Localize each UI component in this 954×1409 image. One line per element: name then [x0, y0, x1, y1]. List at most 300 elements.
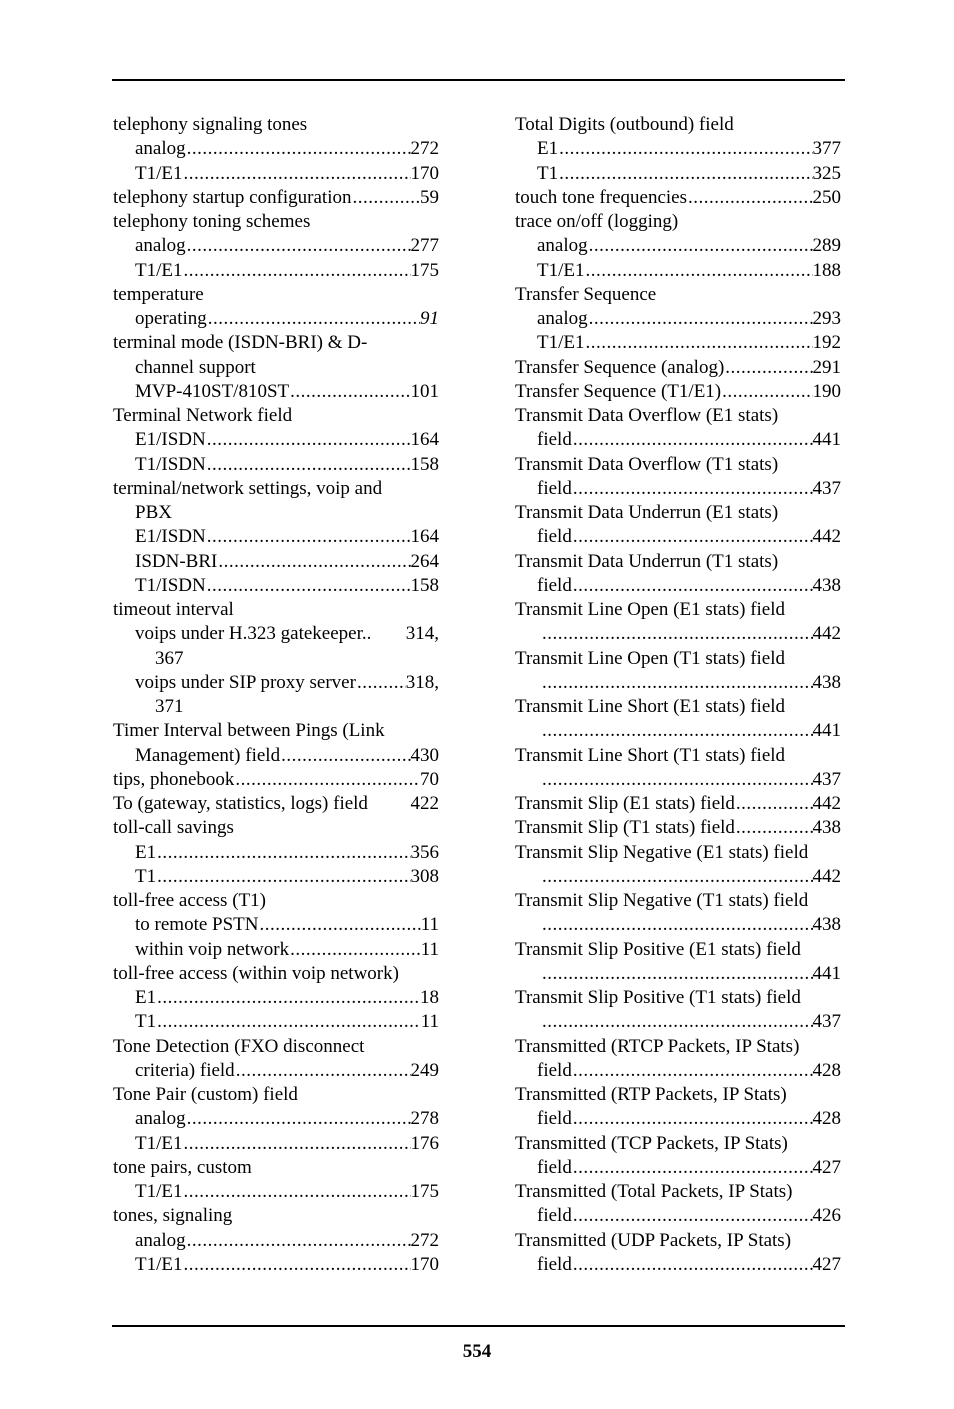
page-reference: 428 — [812, 1059, 841, 1081]
entry-term: field — [537, 477, 572, 499]
entry-term: Transmit Slip (E1 stats) field — [515, 793, 735, 814]
leader-dots — [206, 574, 411, 598]
page-reference: 426 — [812, 1205, 841, 1227]
entry-term: analog — [135, 1229, 186, 1251]
entry-term: timeout interval — [113, 599, 234, 620]
page-reference: 164 — [410, 429, 439, 451]
leader-dots — [588, 234, 813, 258]
entry-term: telephony startup configuration — [113, 186, 352, 208]
leader-dots — [541, 768, 813, 792]
leader-dots — [572, 1204, 813, 1228]
entry-term: Transmitted (RTP Packets, IP Stats) — [515, 1084, 787, 1105]
entry-term: Transmit Line Open (E1 stats) field — [515, 599, 786, 620]
index-subentry — [113, 234, 439, 258]
index-subentry — [113, 162, 439, 186]
index-entry — [113, 477, 439, 501]
entry-term: Tone Pair (custom) field — [113, 1084, 298, 1105]
entry-term: T1/E1 — [135, 1132, 183, 1154]
page-reference: 356 — [410, 841, 439, 863]
index-subentry — [515, 331, 841, 355]
page-reference: 249 — [410, 1059, 439, 1081]
entry-term: field — [537, 429, 572, 451]
entry-term: trace on/off (logging) — [515, 211, 679, 232]
entry-term: T1/E1 — [537, 332, 585, 354]
leader-dots — [572, 574, 813, 598]
entry-term: T1/E1 — [135, 1181, 183, 1202]
index-subentry — [515, 768, 841, 792]
entry-term: Transmitted (UDP Packets, IP Stats) — [515, 1229, 792, 1251]
page-reference: 11 — [420, 1011, 439, 1033]
entry-term: tips, phonebook — [113, 768, 235, 790]
entry-term: telephony signaling tones — [113, 114, 308, 135]
index-entry — [515, 113, 841, 137]
page-reference: 422 — [410, 793, 439, 814]
index-subentry — [515, 162, 841, 186]
page-reference: 11 — [420, 938, 439, 960]
leader-dots — [585, 259, 813, 283]
page-reference: 272 — [410, 138, 439, 160]
leader-dots — [721, 380, 812, 404]
index-entry — [515, 889, 841, 913]
index-entry — [113, 1035, 439, 1059]
page-reference: 438 — [812, 671, 841, 693]
page-reference: 175 — [410, 1181, 439, 1202]
entry-term: analog — [537, 308, 588, 329]
header-rule — [112, 79, 845, 81]
entry-term: terminal/network settings, voip and — [113, 477, 383, 499]
index-subentry — [515, 962, 841, 986]
page-reference: 18 — [420, 987, 439, 1008]
entry-term: E1/ISDN — [135, 429, 206, 451]
index-subentry — [515, 428, 841, 452]
entry-term: field — [537, 574, 572, 596]
index-entry — [515, 841, 841, 865]
index-subentry — [113, 986, 439, 1010]
page-reference: 442 — [812, 793, 841, 814]
leader-dots — [234, 768, 420, 792]
entry-term: telephony toning schemes — [113, 211, 311, 232]
leader-dots — [572, 1107, 813, 1131]
page-reference: 158 — [410, 453, 439, 475]
entry-term: operating — [135, 308, 207, 329]
leader-dots — [572, 1059, 813, 1083]
leader-dots — [183, 1180, 411, 1204]
page-reference: 175 — [410, 259, 439, 281]
leader-dots — [186, 1229, 411, 1253]
page-reference: 170 — [410, 1253, 439, 1275]
index-entry — [113, 1156, 439, 1180]
index-entry — [113, 719, 439, 743]
index-subentry — [515, 574, 841, 598]
leader-dots — [217, 550, 410, 574]
index-entry — [113, 962, 439, 986]
index-subentry — [515, 525, 841, 549]
leader-dots — [541, 671, 813, 695]
index-subentry — [113, 1107, 439, 1131]
leader-dots — [235, 1059, 411, 1083]
index-subentry — [515, 137, 841, 161]
page-reference: 264 — [410, 550, 439, 572]
page-reference: 176 — [410, 1132, 439, 1154]
leader-dots — [156, 841, 410, 865]
leader-dots — [186, 1107, 411, 1131]
index-entry — [113, 598, 439, 622]
index-entry — [515, 1132, 841, 1156]
leader-dots — [186, 234, 411, 258]
entry-term: to remote PSTN — [135, 914, 259, 936]
page-reference: 192 — [812, 332, 841, 354]
page-reference: 437 — [812, 1011, 841, 1033]
leader-dots — [183, 259, 411, 283]
leader-dots — [572, 525, 813, 549]
entry-term: toll-call savings — [113, 817, 234, 839]
leader-dots — [206, 453, 411, 477]
index-subentry — [515, 477, 841, 501]
footer-rule — [112, 1325, 845, 1327]
entry-term: field — [537, 1059, 572, 1081]
index-entry — [113, 186, 439, 210]
leader-dots — [356, 671, 406, 695]
index-subentry — [515, 1253, 841, 1277]
leader-dots — [724, 356, 812, 380]
leader-dots — [585, 331, 813, 355]
leader-dots — [186, 137, 411, 161]
index-entry — [113, 889, 439, 913]
index-subentry — [113, 1010, 439, 1034]
index-entry — [113, 113, 439, 137]
index-entry — [515, 283, 841, 307]
index-entry — [113, 816, 439, 840]
entry-term: ISDN-BRI — [135, 550, 218, 572]
page-reference: 70 — [420, 768, 439, 790]
leader-dots — [156, 986, 420, 1010]
page-reference: 278 — [410, 1108, 439, 1130]
entry-term: Transmit Data Overflow (E1 stats) — [515, 405, 779, 426]
page-reference: 427 — [812, 1253, 841, 1275]
index-subentry — [113, 1253, 439, 1277]
entry-term: Transmit Slip Negative (T1 stats) field — [515, 890, 809, 911]
entry-term: Transmit Line Open (T1 stats) field — [515, 647, 786, 669]
index-subentry — [515, 1059, 841, 1083]
page-reference: 277 — [410, 235, 439, 257]
leader-dots — [558, 162, 812, 186]
page-reference: 289 — [812, 235, 841, 257]
leader-dots — [572, 428, 813, 452]
index-entry — [515, 986, 841, 1010]
leader-dots — [541, 962, 813, 986]
leader-dots — [572, 1156, 813, 1180]
page-reference: 377 — [812, 138, 841, 160]
index-subentry — [113, 501, 439, 525]
index-subentry — [515, 671, 841, 695]
index-entry — [515, 550, 841, 574]
entry-term: Management) field — [135, 744, 281, 766]
index-subentry — [113, 550, 439, 574]
entry-term: Transmitted (TCP Packets, IP Stats) — [515, 1132, 788, 1154]
index-subentry — [515, 307, 841, 331]
index-subentry — [113, 259, 439, 283]
page-reference: 441 — [812, 720, 841, 742]
index-entry — [515, 186, 841, 210]
entry-term: Transfer Sequence — [515, 283, 657, 305]
index-subentry — [515, 865, 841, 889]
entry-term: E1 — [537, 138, 559, 160]
index-subentry — [113, 671, 439, 695]
entry-term: Transmit Slip (T1 stats) field — [515, 817, 735, 839]
index-entry — [515, 380, 841, 404]
index-entry — [515, 1229, 841, 1253]
entry-term: voips under H.323 gatekeeper.. — [135, 623, 372, 645]
index-subentry — [113, 695, 439, 719]
page-reference: 428 — [812, 1108, 841, 1130]
entry-term: Tone Detection (FXO disconnect — [113, 1035, 365, 1057]
entry-term: To (gateway, statistics, logs) field — [113, 793, 368, 814]
leader-dots — [588, 307, 813, 331]
entry-term: T1 — [537, 162, 559, 184]
entry-term: Transmit Slip Positive (T1 stats) field — [515, 987, 801, 1008]
page-reference: 427 — [812, 1156, 841, 1178]
index-subentry — [113, 744, 439, 768]
index-entry — [515, 598, 841, 622]
entry-term: E1/ISDN — [135, 526, 206, 548]
index-column-left — [113, 113, 439, 1277]
entry-term: within voip network — [135, 938, 290, 960]
index-subentry — [113, 525, 439, 549]
leader-dots — [289, 380, 410, 404]
index-subentry — [515, 1204, 841, 1228]
index-subentry — [515, 719, 841, 743]
index-entry — [515, 210, 841, 234]
index-subentry — [515, 1107, 841, 1131]
leader-dots — [687, 186, 813, 210]
page-reference: 11 — [420, 914, 439, 936]
entry-term: field — [537, 1253, 572, 1275]
page-reference: 158 — [410, 574, 439, 596]
entry-term: T1/E1 — [537, 259, 585, 281]
entry-term: T1 — [135, 1011, 157, 1033]
index-entry — [515, 501, 841, 525]
index-subentry — [515, 913, 841, 937]
page-reference: 190 — [812, 380, 841, 402]
entry-term: 367 — [155, 647, 184, 669]
entry-term: 371 — [155, 696, 184, 717]
index-entry — [515, 1035, 841, 1059]
index-entry — [515, 356, 841, 380]
index-subentry — [113, 574, 439, 598]
entry-term: voips under SIP proxy server — [135, 671, 356, 693]
index-entry — [113, 1204, 439, 1228]
leader-dots — [289, 938, 421, 962]
index-subentry — [113, 913, 439, 937]
page-reference: 437 — [812, 768, 841, 790]
page-reference: 325 — [812, 162, 841, 184]
entry-term: analog — [135, 235, 186, 257]
leader-dots — [541, 913, 813, 937]
entry-term: T1/E1 — [135, 259, 183, 281]
page-reference: 59 — [420, 186, 439, 208]
index-subentry — [113, 1059, 439, 1083]
page-reference: 291 — [812, 356, 841, 378]
entry-term: T1/E1 — [135, 1253, 183, 1275]
page-reference: 293 — [812, 308, 841, 329]
entry-term: tones, signaling — [113, 1205, 233, 1227]
index-entry — [515, 647, 841, 671]
index-column-right — [515, 113, 841, 1277]
leader-dots — [558, 137, 812, 161]
page-number: 554 — [462, 1341, 492, 1362]
leader-dots — [735, 792, 813, 816]
entry-term: toll-free access (within voip network) — [113, 962, 399, 984]
leader-dots — [541, 1010, 813, 1034]
page-reference: 442 — [812, 865, 841, 887]
entry-term: Transmit Data Underrun (T1 stats) — [515, 550, 779, 572]
entry-term: T1/ISDN — [135, 574, 206, 596]
entry-term: Transmit Slip Positive (E1 stats) field — [515, 938, 801, 960]
index-entry — [515, 1083, 841, 1107]
leader-dots — [156, 865, 410, 889]
leader-dots — [207, 307, 420, 331]
leader-dots — [541, 865, 813, 889]
index-subentry — [113, 622, 439, 646]
leader-dots — [156, 1010, 421, 1034]
index-entry — [515, 695, 841, 719]
entry-term: Transmitted (Total Packets, IP Stats) — [515, 1181, 793, 1202]
page-reference: 250 — [812, 186, 841, 208]
page-reference: 430 — [410, 744, 439, 766]
index-entry — [515, 404, 841, 428]
entry-term: Timer Interval between Pings (Link — [113, 720, 385, 742]
index-subentry — [515, 234, 841, 258]
index-subentry — [515, 1010, 841, 1034]
leader-dots — [572, 477, 813, 501]
page-reference: 437 — [812, 477, 841, 499]
page-reference: 438 — [812, 574, 841, 596]
entry-term: Transmit Slip Negative (E1 stats) field — [515, 841, 809, 863]
entry-term: field — [537, 1108, 572, 1130]
page-reference: 101 — [410, 380, 439, 402]
index-entry — [515, 1180, 841, 1204]
entry-term: channel support — [135, 356, 256, 378]
entry-term: MVP-410ST/810ST — [135, 380, 290, 402]
leader-dots — [572, 1253, 813, 1277]
entry-term: Transmit Data Overflow (T1 stats) — [515, 453, 779, 475]
entry-term: analog — [135, 1108, 186, 1130]
page-reference: 441 — [812, 962, 841, 984]
index-entry — [515, 453, 841, 477]
leader-dots — [541, 622, 813, 646]
entry-term: T1/E1 — [135, 162, 183, 184]
page-reference: 164 — [410, 526, 439, 548]
page-reference: 91 — [420, 308, 439, 329]
index-entry — [113, 792, 439, 816]
leader-dots — [541, 719, 813, 743]
index-subentry — [113, 453, 439, 477]
leader-dots — [259, 913, 421, 937]
entry-term: terminal mode (ISDN-BRI) & D- — [113, 332, 368, 354]
index-subentry — [113, 1180, 439, 1204]
page-reference: 318, — [405, 671, 439, 693]
index-subentry — [113, 865, 439, 889]
index-subentry — [113, 428, 439, 452]
index-entry — [113, 210, 439, 234]
index-subentry — [515, 622, 841, 646]
leader-dots — [183, 1132, 411, 1156]
entry-term: tone pairs, custom — [113, 1156, 252, 1178]
page-reference: 170 — [410, 162, 439, 184]
page-reference: 438 — [812, 914, 841, 936]
index-subentry — [113, 1132, 439, 1156]
entry-term: criteria) field — [135, 1059, 235, 1081]
page-reference: 308 — [410, 865, 439, 887]
index-entry — [113, 283, 439, 307]
entry-term: Transmit Data Underrun (E1 stats) — [515, 502, 779, 523]
entry-term: T1/ISDN — [135, 453, 206, 475]
entry-term: Terminal Network field — [113, 405, 293, 426]
leader-dots — [280, 744, 410, 768]
entry-term: field — [537, 1205, 572, 1227]
index-subentry — [113, 1229, 439, 1253]
entry-term: Transmit Line Short (T1 stats) field — [515, 744, 786, 766]
index-entry — [113, 404, 439, 428]
entry-term: temperature — [113, 283, 204, 305]
entry-term: E1 — [135, 841, 157, 863]
index-subentry — [113, 938, 439, 962]
entry-term: analog — [537, 235, 588, 257]
leader-dots — [183, 162, 411, 186]
index-entry — [113, 331, 439, 355]
entry-term: Transmitted (RTCP Packets, IP Stats) — [515, 1035, 800, 1057]
index-entry — [515, 744, 841, 768]
entry-term: Transfer Sequence (analog) — [515, 356, 725, 378]
leader-dots — [735, 816, 813, 840]
entry-term: analog — [135, 138, 186, 160]
entry-term: field — [537, 1156, 572, 1178]
index-entry — [515, 792, 841, 816]
leader-dots — [206, 428, 411, 452]
index-subentry — [515, 1156, 841, 1180]
leader-dots — [206, 525, 411, 549]
page-reference: 272 — [410, 1229, 439, 1251]
index-subentry — [113, 137, 439, 161]
page-reference: 188 — [812, 259, 841, 281]
page-reference: 442 — [812, 623, 841, 645]
index-subentry — [113, 380, 439, 404]
page-reference: 314, — [405, 623, 439, 645]
entry-term: touch tone frequencies — [515, 186, 687, 208]
index-entry — [113, 768, 439, 792]
entry-term: field — [537, 526, 572, 548]
index-subentry — [113, 356, 439, 380]
index-entry — [113, 1083, 439, 1107]
index-entry — [515, 816, 841, 840]
index-subentry — [113, 647, 439, 671]
entry-term: Total Digits (outbound) field — [515, 114, 734, 135]
entry-term: T1 — [135, 865, 157, 887]
entry-term: Transmit Line Short (E1 stats) field — [515, 696, 786, 717]
leader-dots — [352, 186, 421, 210]
index-subentry — [113, 841, 439, 865]
leader-dots — [183, 1253, 411, 1277]
index-subentry — [113, 307, 439, 331]
entry-term: Transfer Sequence (T1/E1) — [515, 380, 722, 402]
page-reference: 442 — [812, 526, 841, 548]
page-reference: 438 — [812, 817, 841, 839]
index-subentry — [515, 259, 841, 283]
page-reference: 441 — [812, 429, 841, 451]
entry-term: E1 — [135, 987, 157, 1008]
entry-term: PBX — [135, 502, 172, 523]
entry-term: toll-free access (T1) — [113, 890, 266, 911]
